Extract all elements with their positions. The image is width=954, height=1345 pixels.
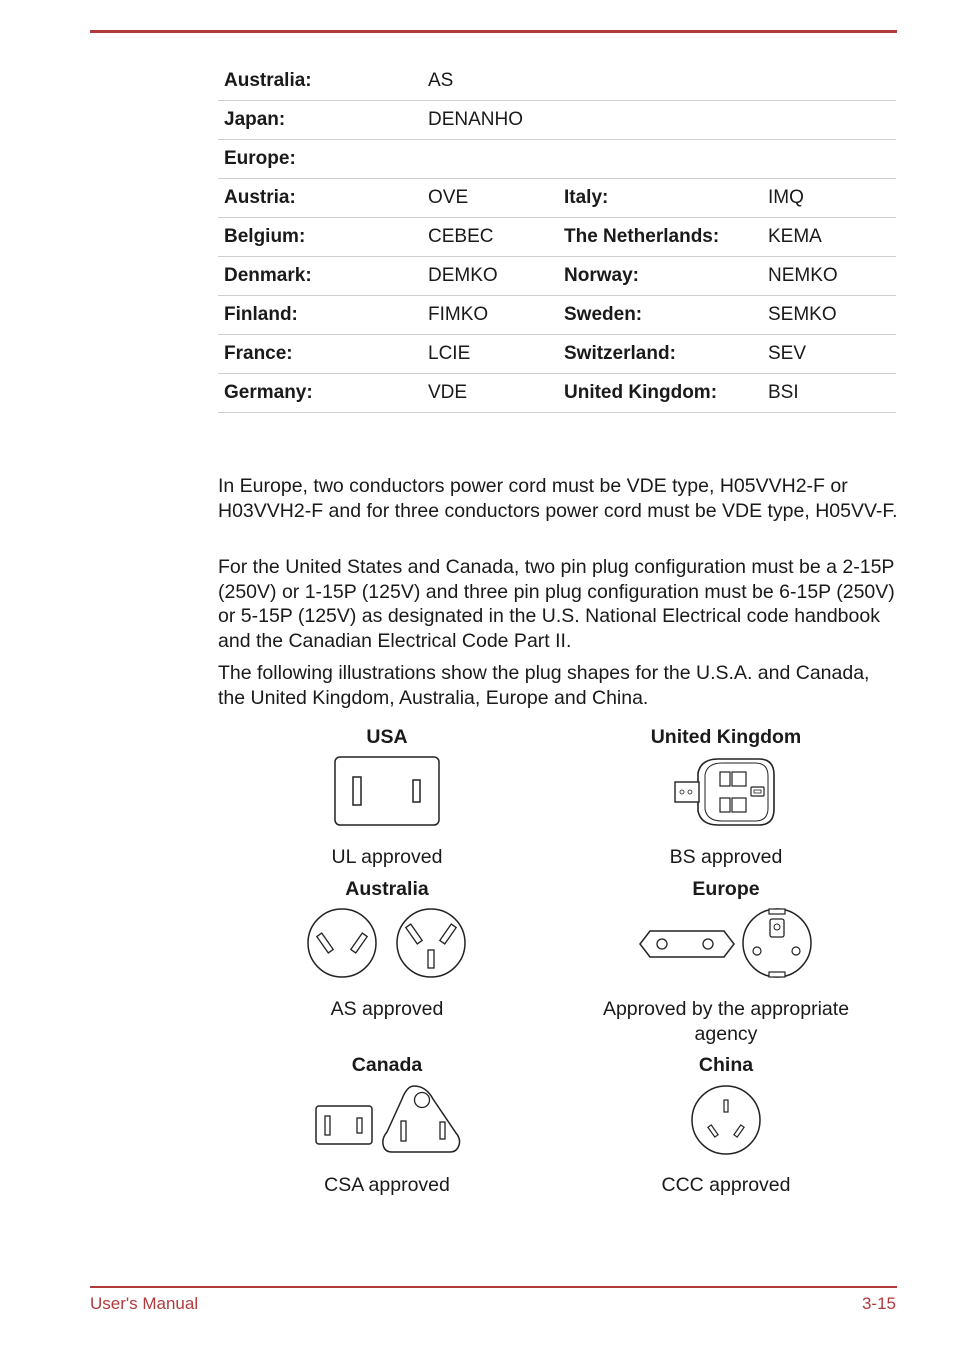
table-row xyxy=(218,374,896,413)
plug-caption: AS approved xyxy=(330,998,444,1020)
country-label: Finland: xyxy=(218,296,422,335)
paragraph-us-canada-plugs: For the United States and Canada, two pin plug configuration must be a 2-15P (250V) or 1-15P (125V) and three pin plug configuration must be 6-15P (250V) or 5-15P (125V) as designated in the U.S. National Electrical code handbook and the Canadian Electrical Code Part II. xyxy=(218,556,895,652)
plug-title: Canada xyxy=(351,1054,423,1076)
country-label: Austria: xyxy=(218,179,422,218)
agency-value: OVE xyxy=(422,179,558,218)
footer-manual-title: User's Manual xyxy=(90,1294,199,1313)
agency-value: FIMKO xyxy=(422,296,558,335)
table-row xyxy=(218,335,896,374)
plug-usa xyxy=(237,726,537,870)
table-row xyxy=(218,218,896,257)
plug-title: USA xyxy=(366,726,408,748)
europe-plug-icon xyxy=(636,907,816,981)
agency-value: IMQ xyxy=(762,179,896,218)
plug-caption: Approved by the appropriate agency xyxy=(602,998,850,1045)
uk-plug-icon xyxy=(671,755,781,829)
plug-caption: UL approved xyxy=(331,846,443,868)
country-label: Belgium: xyxy=(218,218,422,257)
table-row xyxy=(218,296,896,335)
australia-plug-icon xyxy=(306,907,468,981)
country-label: Sweden: xyxy=(558,296,762,335)
usa-plug-icon xyxy=(332,755,442,829)
country-label: Switzerland: xyxy=(558,335,762,374)
plug-title: Europe xyxy=(692,878,760,900)
agency-value: AS xyxy=(422,62,896,101)
country-label: Japan: xyxy=(218,101,422,140)
paragraph-illustrations-intro: The following illustrations show the plug shapes for the U.S.A. and Canada, the United Kingdom, Australia, Europe and China. xyxy=(218,662,870,709)
country-label: Australia: xyxy=(218,62,422,101)
footer-rule xyxy=(90,1286,897,1288)
plug-canada xyxy=(237,1054,537,1198)
table-row xyxy=(218,140,896,179)
china-plug-icon xyxy=(689,1083,763,1157)
table-row xyxy=(218,257,896,296)
agency-value: NEMKO xyxy=(762,257,896,296)
agency-value: VDE xyxy=(422,374,558,413)
agency-value: DEMKO xyxy=(422,257,558,296)
agency-value: LCIE xyxy=(422,335,558,374)
agency-value: CEBEC xyxy=(422,218,558,257)
country-label: Italy: xyxy=(558,179,762,218)
header-rule xyxy=(90,30,897,33)
table-row xyxy=(218,179,896,218)
country-label: United Kingdom: xyxy=(558,374,762,413)
canada-plug-icon xyxy=(312,1083,462,1157)
plug-caption: CSA approved xyxy=(324,1174,450,1196)
plug-caption: BS approved xyxy=(669,846,783,868)
agency-value: SEV xyxy=(762,335,896,374)
plug-china xyxy=(576,1054,876,1198)
region-label: Europe: xyxy=(218,140,896,179)
country-label: The Netherlands: xyxy=(558,218,762,257)
country-label: France: xyxy=(218,335,422,374)
plug-uk xyxy=(576,726,876,870)
plug-title: United Kingdom xyxy=(650,726,802,748)
plug-caption: CCC approved xyxy=(661,1174,791,1196)
plug-australia xyxy=(237,878,537,1022)
agency-value: BSI xyxy=(762,374,896,413)
agency-value: KEMA xyxy=(762,218,896,257)
table-row xyxy=(218,101,896,140)
page-number: 3-15 xyxy=(861,1294,896,1313)
paragraph-europe-cords: In Europe, two conductors power cord must be VDE type, H05VVH2-F or H03VVH2-F and for three conductors power cord must be VDE type, H05VV-F. xyxy=(218,475,898,522)
country-label: Norway: xyxy=(558,257,762,296)
country-label: Germany: xyxy=(218,374,422,413)
plug-title: Australia xyxy=(345,878,429,900)
country-label: Denmark: xyxy=(218,257,422,296)
agency-table xyxy=(218,62,896,413)
plug-title: China xyxy=(698,1054,754,1076)
agency-value: SEMKO xyxy=(762,296,896,335)
plug-europe xyxy=(576,878,876,1046)
table-row xyxy=(218,62,896,101)
agency-value: DENANHO xyxy=(422,101,896,140)
